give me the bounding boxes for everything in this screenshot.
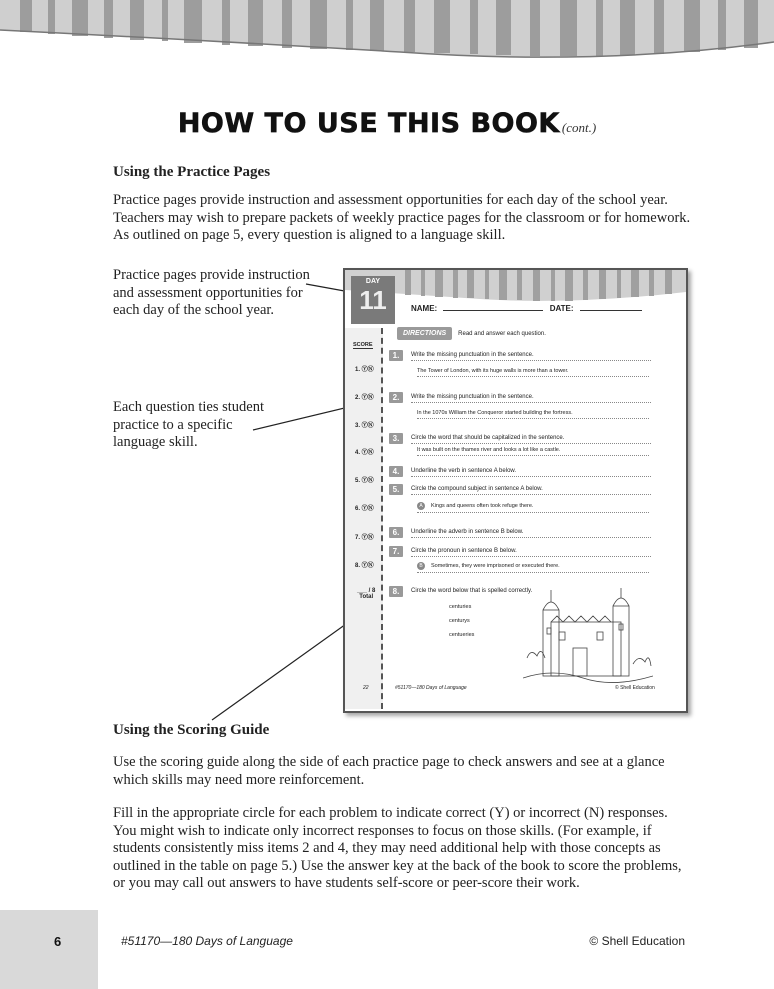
footer-book-title: #51170—180 Days of Language xyxy=(121,934,293,948)
word-choice: centurys xyxy=(449,618,470,624)
question-text: Underline the adverb in sentence B below. xyxy=(411,529,651,538)
question-text: Underline the verb in sentence A below. xyxy=(411,468,651,477)
sentence-b-marker: B xyxy=(417,562,425,570)
sample-page-number: 22 xyxy=(363,685,369,691)
arrow-to-scoring-guide xyxy=(212,614,360,720)
date-label: DATE: xyxy=(549,304,574,313)
section-heading-practice-pages: Using the Practice Pages xyxy=(113,164,271,180)
question-sentence-b xyxy=(417,562,649,573)
question-number: 2. xyxy=(389,392,403,403)
question-number: 5. xyxy=(389,484,403,495)
section-paragraph-scoring-guide-2: Fill in the appropriate circle for each problem to indicate correct (Y) or incorrect (N) responses. You might wish to indicate only incorrect responses to focus on those skills. (For example, if students consistently miss items 2 and 4, they may need additional help with those concepts as outlined in the table on page 5.) Use the answer key at the back of the book to score the problems, or you may call out answers to have students self-score or peer-score their work. xyxy=(113,805,682,891)
score-item: 1. ⓎⓃ xyxy=(355,367,374,373)
section-paragraph-scoring-guide-1: Use the scoring guide along the side of each practice page to check answers and see at a glance which skills may need more reinforcement. xyxy=(113,754,665,788)
question-sentence-a xyxy=(417,502,649,513)
total-line: ___ / 8 xyxy=(357,588,376,594)
sample-page-publisher: © Shell Education xyxy=(615,685,655,691)
title-suffix: (cont.) xyxy=(561,120,597,135)
title-text: HOW TO USE THIS BOOK xyxy=(177,108,560,139)
sentence-b-text: Sometimes, they were imprisoned or executed there. xyxy=(431,563,560,569)
word-choice: centueries xyxy=(449,632,475,638)
scoring-sidebar xyxy=(345,328,383,709)
score-total xyxy=(357,588,375,600)
question-text: Circle the word below that is spelled correctly. xyxy=(411,588,533,594)
question-number: 1. xyxy=(389,350,403,361)
sentence-a-marker: A xyxy=(417,502,425,510)
page-number: 6 xyxy=(54,934,62,949)
footer-corner-block xyxy=(0,910,98,989)
sample-practice-page xyxy=(343,268,688,713)
question-number: 4. xyxy=(389,466,403,477)
score-item: 7. ⓎⓃ xyxy=(355,535,374,541)
callout-language-skill: Each question ties student practice to a specific language skill. xyxy=(113,399,265,450)
score-item: 5. ⓎⓃ xyxy=(355,478,374,484)
section-heading-scoring-guide: Using the Scoring Guide xyxy=(113,722,270,738)
score-header: SCORE xyxy=(353,342,373,348)
callout-practice-pages: Practice pages provide instruction and assessment opportunities for each day of the school year. xyxy=(113,267,310,318)
footer-publisher: © Shell Education xyxy=(589,934,685,948)
question-number: 6. xyxy=(389,527,403,538)
score-item: 6. ⓎⓃ xyxy=(355,506,374,512)
sample-page-book-title: #51170—180 Days of Language xyxy=(395,685,467,691)
question-sentence: In the 1070s William the Conqueror started building the fortress. xyxy=(417,410,649,419)
day-label-text: DAY xyxy=(365,278,381,285)
question-sentence: The Tower of London, with its huge walls is more than a tower. xyxy=(417,368,649,377)
total-label: Total xyxy=(359,594,374,600)
score-item: 8. ⓎⓃ xyxy=(355,563,374,569)
directions-row xyxy=(397,322,546,340)
score-item: 2. ⓎⓃ xyxy=(355,395,374,401)
question-sentence: It was built on the thames river and looks a lot like a castle. xyxy=(417,447,649,456)
name-label: NAME: xyxy=(411,304,438,313)
day-label xyxy=(351,276,395,324)
sentence-a-text: Kings and queens often took refuge there. xyxy=(431,503,534,509)
question-number: 7. xyxy=(389,546,403,557)
question-number: 8. xyxy=(389,586,403,597)
word-choice: centuries xyxy=(449,604,472,610)
question-text: Write the missing punctuation in the sentence. xyxy=(411,352,651,361)
directions-text: Read and answer each question. xyxy=(458,331,546,337)
question-text: Write the missing punctuation in the sentence. xyxy=(411,394,651,403)
question-number: 3. xyxy=(389,433,403,444)
question-text: Circle the compound subject in sentence A below. xyxy=(411,486,651,495)
directions-badge: DIRECTIONS xyxy=(397,327,452,340)
section-paragraph-practice-pages: Practice pages provide instruction and assessment opportunities for each day of the school year. Teachers may wish to prepare packets of weekly practice pages for the classroom or for homework. As outlined on page 5, every question is aligned to a language skill. xyxy=(113,192,691,243)
question-text: Circle the word that should be capitalized in the sentence. xyxy=(411,435,651,444)
question-text: Circle the pronoun in sentence B below. xyxy=(411,548,651,557)
day-number: 11 xyxy=(359,285,387,315)
castle-illustration xyxy=(523,588,653,684)
score-item: 4. ⓎⓃ xyxy=(355,450,374,456)
name-date-row xyxy=(411,304,642,313)
score-item: 3. ⓎⓃ xyxy=(355,423,374,429)
